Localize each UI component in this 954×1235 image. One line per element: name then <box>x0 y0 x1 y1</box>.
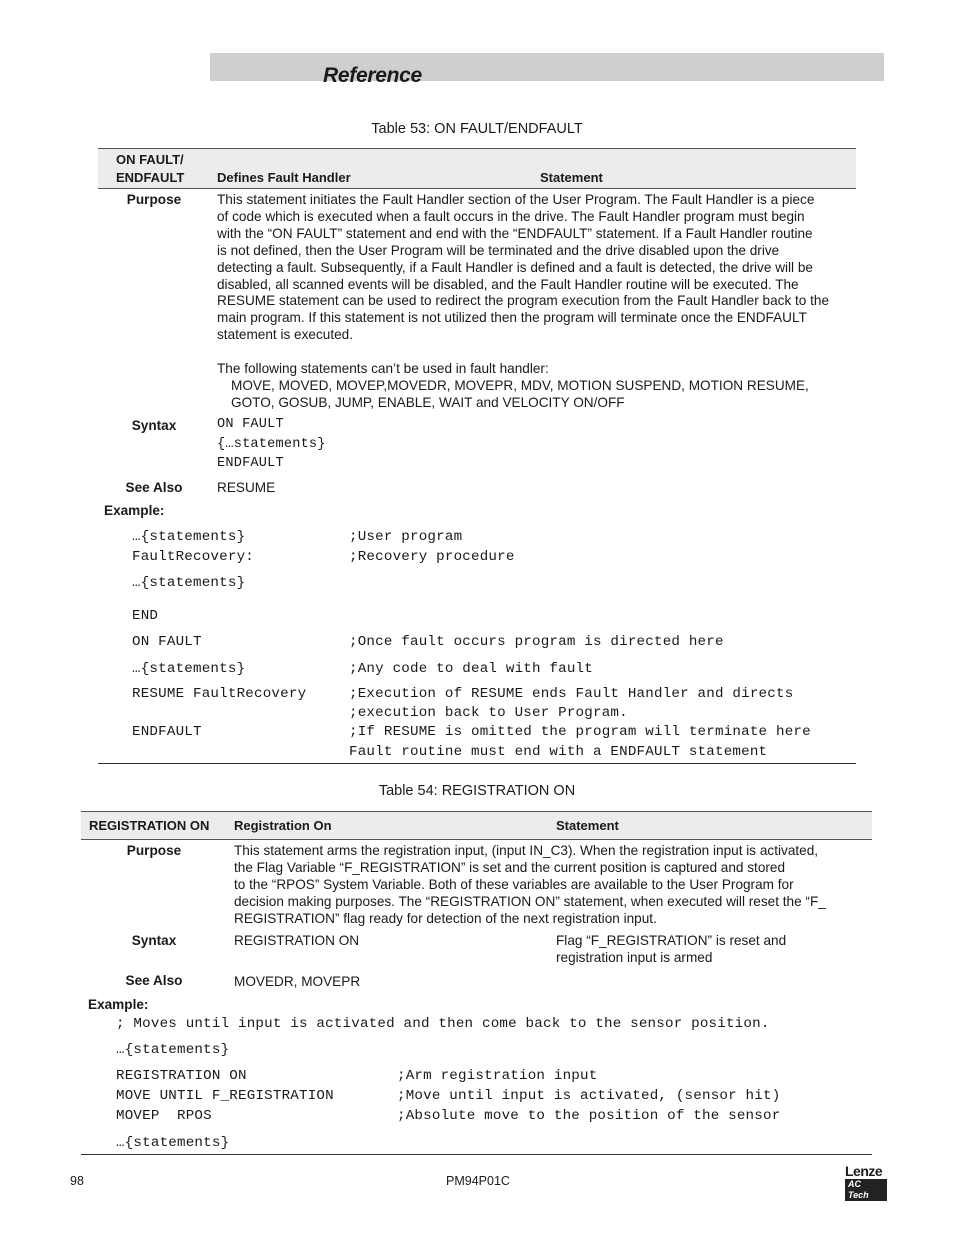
t53-purpose-line: statement is executed. <box>217 327 354 343</box>
t53-purpose-line: This statement initiates the Fault Handler section of the User Program. The Fault Handler is a piece <box>217 192 815 207</box>
t53-header-col3: Statement <box>540 170 603 185</box>
t53-example-code: …{statements} <box>132 661 246 677</box>
t53-see-also: RESUME <box>217 480 276 495</box>
t53-example-comment: ;If RESUME is omitted the program will terminate here <box>349 724 811 740</box>
t54-example-post: …{statements} <box>116 1135 230 1151</box>
t53-example-code: …{statements} <box>132 529 246 545</box>
t53-purpose-line: with the “ON FAULT” statement and end with the “ENDFAULT” statement. If a Fault Handler routine <box>217 225 813 241</box>
t54-example-code: REGISTRATION ON <box>116 1068 247 1084</box>
t53-example-comment: ;Any code to deal with fault <box>349 661 593 677</box>
section-title: Reference <box>323 64 422 87</box>
t54-purpose-line: the Flag Variable “F_REGISTRATION” is set and the current position is captured and stored <box>234 859 786 875</box>
t54-header-col3: Statement <box>556 818 619 833</box>
t53-syntax-line: ENDFAULT <box>217 456 284 471</box>
t54-purpose-line: decision making purposes. The “REGISTRATION ON” statement, when executed will reset the “F_ <box>234 893 826 909</box>
t54-example-code: MOVE UNTIL F_REGISTRATION <box>116 1088 334 1104</box>
t54-purpose-line: to the “RPOS” System Variable. Both of these variables are available to the User Program for <box>234 876 794 892</box>
table-53-bottom-rule <box>98 763 856 764</box>
t54-syntax-note-line: registration input is armed <box>556 949 713 965</box>
t53-purpose-label: Purpose <box>126 192 182 207</box>
t53-purpose-list-line: MOVE, MOVED, MOVEP,MOVEDR, MOVEPR, MDV, MOTION SUSPEND, MOTION RESUME, <box>231 378 809 393</box>
t54-header-col2: Registration On <box>234 818 332 833</box>
table-53-caption: Table 53: ON FAULT/ENDFAULT <box>371 121 583 137</box>
t53-example-code: …{statements} <box>132 575 246 591</box>
t54-purpose-label: Purpose <box>126 843 182 858</box>
t53-purpose-line: is not defined, then the User Program will be terminated and the drive disabled upon the drive <box>217 242 780 258</box>
t54-header-col1: REGISTRATION ON <box>89 818 210 833</box>
t53-example-code: END <box>132 608 159 624</box>
table-54-bottom-rule <box>81 1154 872 1155</box>
table-54-caption: Table 54: REGISTRATION ON <box>378 783 576 799</box>
t53-syntax-label: Syntax <box>131 418 177 433</box>
t53-purpose-list <box>231 378 851 412</box>
t53-header-col2: Defines Fault Handler <box>217 170 351 185</box>
t53-example-comment: ;Once fault occurs program is directed here <box>349 634 724 650</box>
t53-example-code: ENDFAULT <box>132 724 202 740</box>
t53-purpose-note: The following statements can’t be used in fault handler: <box>217 361 549 376</box>
t53-header-col1-line1: ON FAULT/ <box>116 152 184 167</box>
t54-example-comment: ;Arm registration input <box>397 1068 598 1084</box>
header-band <box>210 53 884 81</box>
t53-example-comment: ;User program <box>349 529 463 545</box>
t54-syntax: REGISTRATION ON <box>234 933 360 948</box>
t53-example-code: FaultRecovery: <box>132 549 254 565</box>
page-number: 98 <box>70 1174 84 1188</box>
t53-purpose-line: main program. If this statement is not utilized then the program will terminate once the ENDFAULT <box>217 310 807 326</box>
t54-syntax-note <box>556 933 786 967</box>
t53-syntax-line: {…statements} <box>217 437 326 452</box>
t53-purpose-line: detecting a fault. Subsequently, if a Fault Handler is defined and a fault is detected, the drive will be <box>217 259 813 275</box>
t54-purpose-text <box>234 843 859 928</box>
doc-code: PM94P01C <box>446 1174 510 1188</box>
t54-purpose-line: REGISTRATION” flag ready for detection of the next registration input. <box>234 910 657 926</box>
t53-purpose-line: RESUME statement can be used to redirect the program execution from the Fault Handler back to the <box>217 293 830 309</box>
t53-purpose-line: disabled, all scanned events will be disabled, and the Fault Handler routine will be executed. The <box>217 276 799 292</box>
t53-example-comment: ;execution back to User Program. <box>349 705 628 721</box>
t53-see-also-label: See Also <box>125 480 183 495</box>
t53-example-comment: Fault routine must end with a ENDFAULT statement <box>349 744 768 760</box>
t54-example-code: MOVEP RPOS <box>116 1108 212 1124</box>
t54-see-also-label: See Also <box>125 973 183 988</box>
t53-example-comment: ;Recovery procedure <box>349 549 515 565</box>
t53-purpose-text <box>217 192 853 344</box>
t54-syntax-label: Syntax <box>131 933 177 948</box>
t53-example-label: Example: <box>104 503 165 518</box>
t53-purpose-line: of code which is executed when a fault occurs in the drive. The Fault Handler program must begin <box>217 208 805 224</box>
t54-example-comment: ;Absolute move to the position of the sensor <box>397 1108 781 1124</box>
t53-example-code: RESUME FaultRecovery <box>132 686 307 702</box>
t54-example-comment: ;Move until input is activated, (sensor hit) <box>397 1088 781 1104</box>
t53-example-comment: ;Execution of RESUME ends Fault Handler and directs <box>349 686 794 702</box>
t54-example-pre: …{statements} <box>116 1042 230 1058</box>
brand-logo <box>845 1163 887 1201</box>
table-53-header <box>98 148 856 189</box>
t53-header-col1-line2: ENDFAULT <box>116 170 185 185</box>
logo-wordmark: Lenze <box>845 1163 883 1179</box>
t53-purpose-list-line: GOTO, GOSUB, JUMP, ENABLE, WAIT and VELOCITY ON/OFF <box>231 394 625 410</box>
t54-purpose-line: This statement arms the registration input, (input IN_C3). When the registration input is activated, <box>234 843 819 858</box>
t53-example-code: ON FAULT <box>132 634 202 650</box>
t54-see-also: MOVEDR, MOVEPR <box>234 974 361 989</box>
t54-example-label: Example: <box>88 997 149 1012</box>
t54-syntax-note-line: Flag “F_REGISTRATION” is reset and <box>556 933 787 948</box>
logo-subbrand: AC Tech <box>845 1179 887 1201</box>
t54-example-intro: ; Moves until input is activated and then come back to the sensor position. <box>116 1016 770 1032</box>
t53-syntax-line: ON FAULT <box>217 417 284 432</box>
